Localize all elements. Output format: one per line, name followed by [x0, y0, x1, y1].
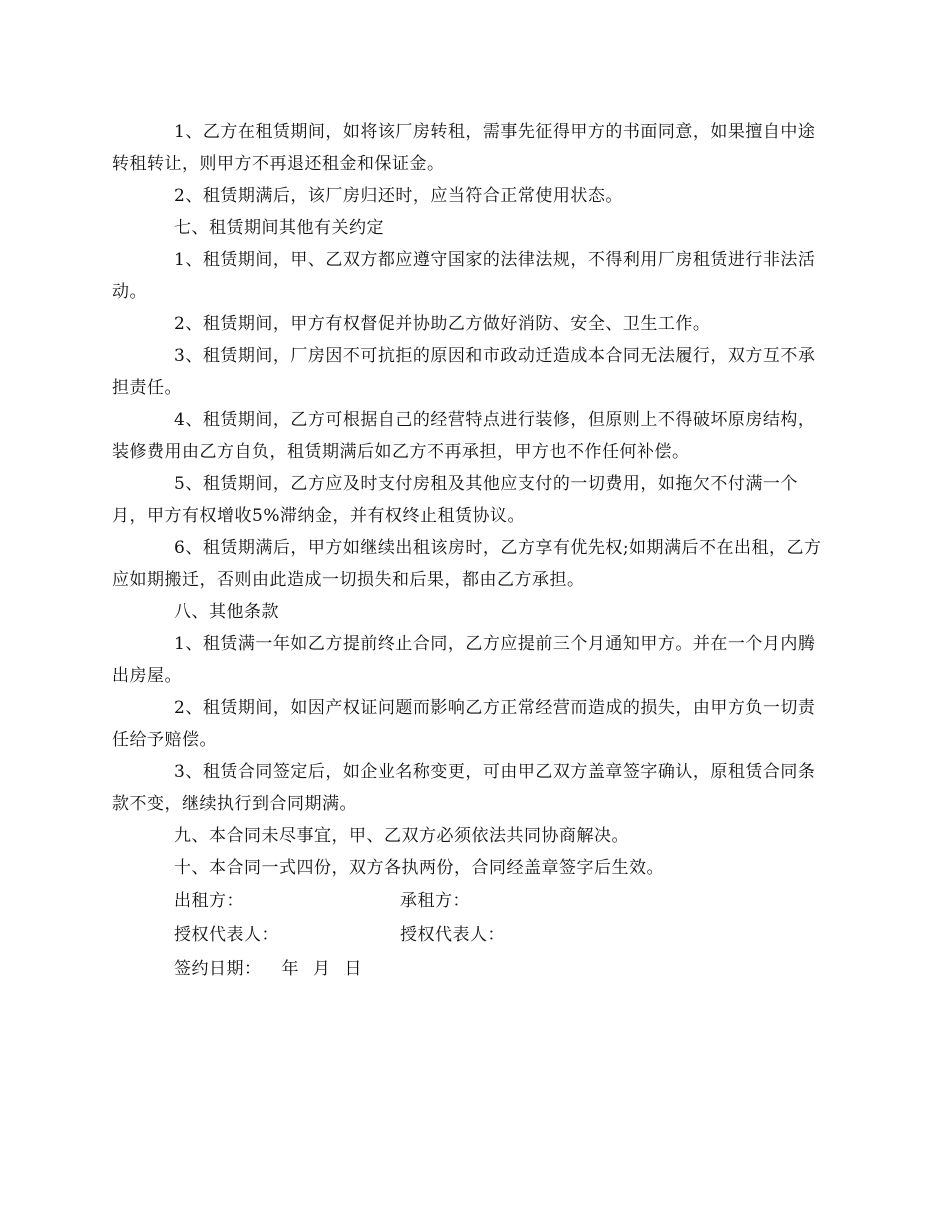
contract-body — [112, 116, 824, 986]
clause-paragraph: 2、租赁期间，甲方有权督促并协助乙方做好消防、安全、卫生工作。 — [174, 314, 711, 334]
clause-paragraph: 1、租赁满一年如乙方提前终止合同，乙方应提前三个月通知甲方。并在一个月内腾出房屋。 — [112, 634, 816, 686]
clause-paragraph: 2、租赁期满后，该厂房归还时，应当符合正常使用状态。 — [174, 186, 623, 206]
party-row — [112, 884, 824, 918]
representative-row — [112, 918, 824, 952]
clause-paragraph: 九、本合同未尽事宜，甲、乙双方必须依法共同协商解决。 — [174, 826, 629, 846]
section-heading: 八、其他条款 — [174, 602, 279, 622]
lessor-label: 出租方： — [174, 891, 244, 911]
signing-date-row — [112, 952, 824, 986]
clause-paragraph: 3、租赁期间，厂房因不可抗拒的原因和市政动迁造成本合同无法履行，双方互不承担责任。 — [112, 346, 816, 398]
lessee-representative-label: 授权代表人： — [400, 925, 505, 945]
lessor-representative-label: 授权代表人： — [174, 925, 279, 945]
lessee-label: 承租方： — [400, 891, 470, 911]
clause-paragraph: 2、租赁期间，如因产权证问题而影响乙方正常经营而造成的损失，由甲方负一切责任给予赔偿。 — [112, 698, 816, 750]
month-label: 月 — [313, 959, 331, 979]
clause-paragraph: 1、乙方在租赁期间，如将该厂房转租，需事先征得甲方的书面同意，如果擅自中途转租转让，则甲方不再退还租金和保证金。 — [112, 122, 816, 174]
clause-paragraph: 1、租赁期间，甲、乙双方都应遵守国家的法律法规，不得利用厂房租赁进行非法活动。 — [112, 250, 816, 302]
section-heading: 七、租赁期间其他有关约定 — [174, 218, 384, 238]
day-label: 日 — [344, 959, 362, 979]
clause-paragraph: 十、本合同一式四份，双方各执两份，合同经盖章签字后生效。 — [174, 858, 664, 878]
clause-paragraph: 5、租赁期间，乙方应及时支付房租及其他应支付的一切费用，如拖欠不付满一个月，甲方有权增收5%滞纳金，并有权终止租赁协议。 — [112, 474, 798, 526]
clause-paragraph: 6、租赁期满后，甲方如继续出租该房时，乙方享有优先权;如期满后不在出租，乙方应如期搬迁，否则由此造成一切损失和后果，都由乙方承担。 — [112, 538, 822, 590]
clause-paragraph: 3、租赁合同签定后，如企业名称变更，可由甲乙双方盖章签字确认，原租赁合同条款不变，继续执行到合同期满。 — [112, 762, 816, 814]
clause-paragraph: 4、租赁期间，乙方可根据自己的经营特点进行装修，但原则上不得破坏原房结构，装修费用由乙方自负，租赁期满后如乙方不再承担，甲方也不作任何补偿。 — [112, 410, 816, 462]
year-label: 年 — [281, 959, 299, 979]
signing-date-label: 签约日期： — [174, 959, 262, 979]
